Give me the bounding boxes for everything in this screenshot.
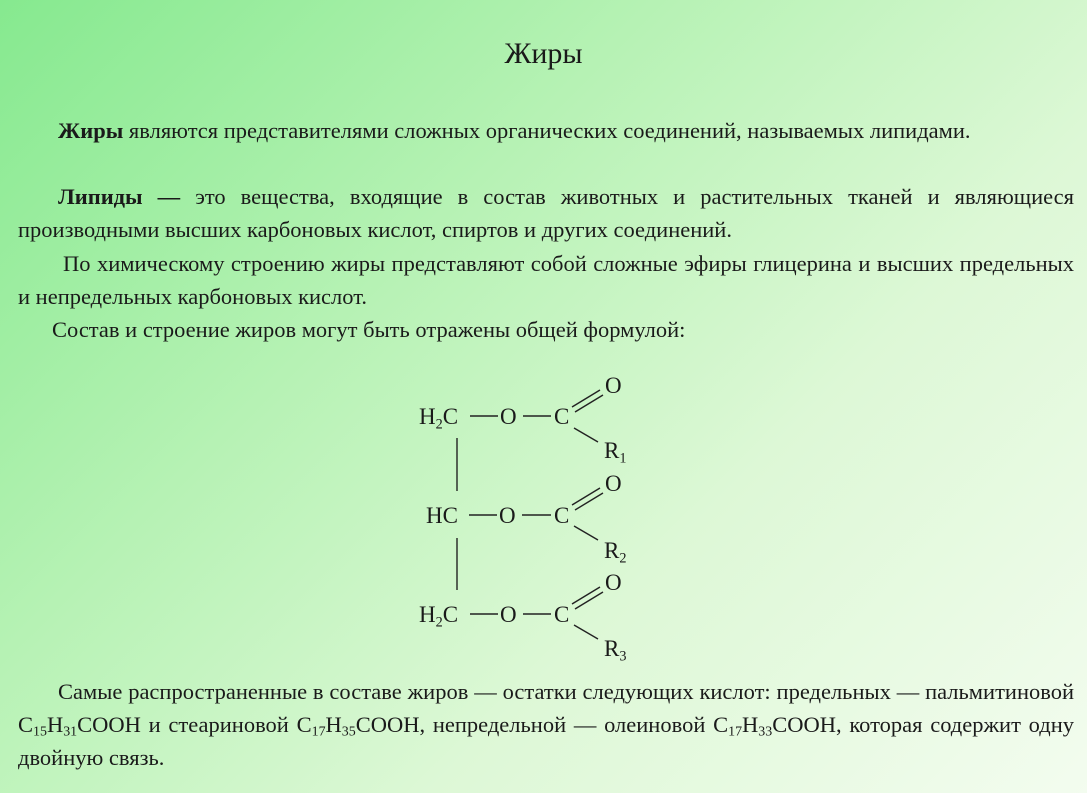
atom-oxygen-2: O xyxy=(499,503,516,528)
bond-c-r-1 xyxy=(574,428,598,442)
atom-carbonyl-oxygen-2: O xyxy=(605,471,622,496)
paragraph-lipids-definition xyxy=(18,180,1074,246)
term-fats: Жиры xyxy=(58,118,124,143)
atom-oxygen-3: O xyxy=(500,602,517,627)
double-bond-b-1 xyxy=(575,395,603,412)
double-bond-a-2 xyxy=(572,488,600,505)
page-title: Жиры xyxy=(504,37,583,70)
term-lipids: Липиды — xyxy=(58,184,181,209)
paragraph-formula-intro: Состав и строение жиров могут быть отражены общей формулой: xyxy=(52,317,686,342)
atom-carbon-2: C xyxy=(554,503,570,528)
atom-oxygen-1: O xyxy=(500,404,517,429)
bond-c-r-2 xyxy=(574,526,598,540)
group-h2c-2: $H_2C$ xyxy=(419,602,459,631)
atom-carbonyl-oxygen-1: O xyxy=(605,373,622,398)
double-bond-b-3 xyxy=(575,592,603,609)
paragraph-common-acids: Самые распространенные в составе жиров — остатки следующих кислот: предельных — пальмитиновой $C_{15}H_{31}COOH$ и стеариновой $C_{17}H_{35}COOH$, непредельной — олеиновой $C_{17}H_{33}COOH$, которая содержит одну двойную связь. xyxy=(18,679,1074,770)
group-hc: HC xyxy=(426,503,458,528)
atom-carbon-3: C xyxy=(554,602,570,627)
double-bond-a-1 xyxy=(572,390,600,407)
paragraph-text: это вещества, входящие в состав животных и растительных тканей и являющиеся производными высших карбоновых кислот, спиртов и других соединений. xyxy=(18,184,1074,242)
group-h2c-1: $H_2C$ xyxy=(419,404,459,433)
bond-c-r-3 xyxy=(574,625,598,639)
triglyceride-structural-formula xyxy=(408,364,648,668)
atom-carbonyl-oxygen-3: O xyxy=(605,570,622,595)
radical-r2: $R_2$ xyxy=(604,538,627,567)
atom-carbon-1: C xyxy=(554,404,570,429)
double-bond-a-3 xyxy=(572,587,600,604)
radical-r1: $R_1$ xyxy=(604,438,627,467)
radical-r3: $R_3$ xyxy=(604,636,627,665)
paragraph-text: являются представителями сложных органических соединений, называемых липидами. xyxy=(123,118,971,143)
paragraph-chemical-structure: По химическому строению жиры представляют собой сложные эфиры глицерина и высших предельных и непредельных карбоновых кислот. xyxy=(18,251,1074,309)
double-bond-b-2 xyxy=(575,493,603,510)
paragraph-fats-definition xyxy=(18,114,1074,147)
